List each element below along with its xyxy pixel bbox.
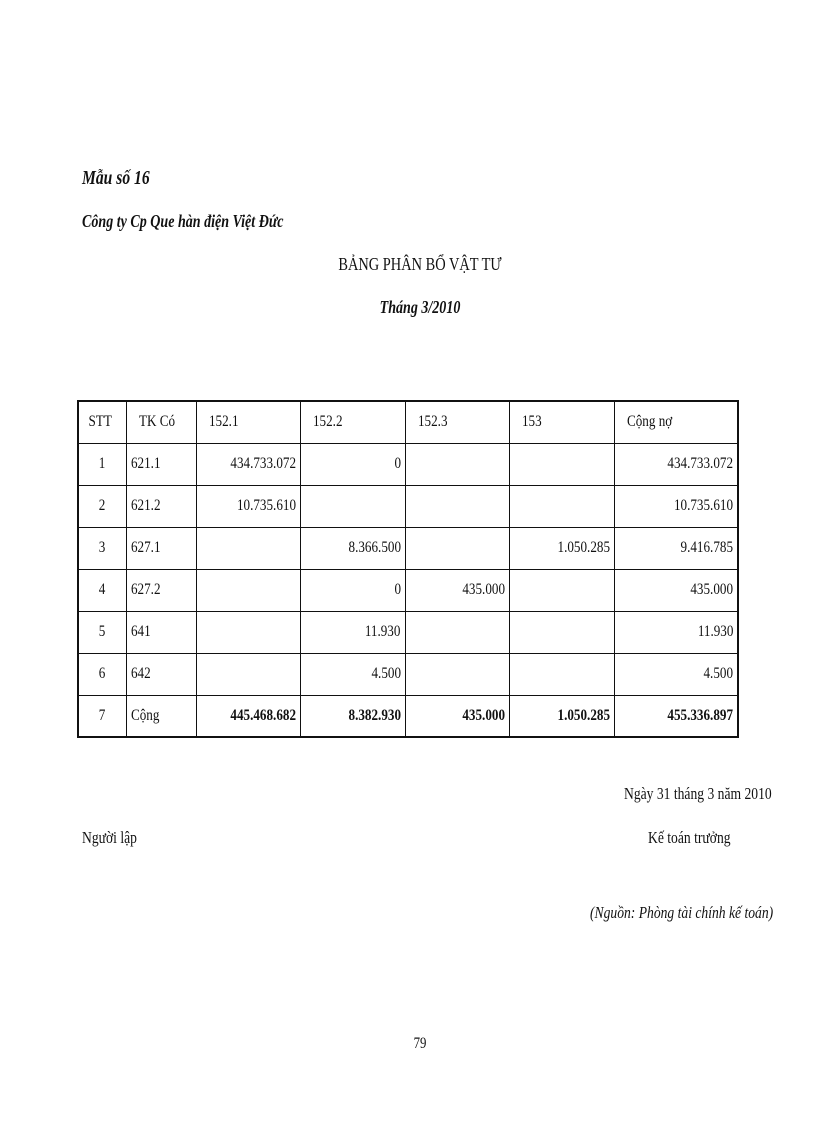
chief-accountant-label: Kế toán trưởng bbox=[648, 828, 731, 847]
column-header-account: TK Có bbox=[126, 401, 196, 443]
cell-total: 435.000 bbox=[614, 569, 738, 611]
column-header-1521: 152.1 bbox=[196, 401, 300, 443]
cell-1521: 445.468.682 bbox=[196, 695, 300, 737]
column-header-1522: 152.2 bbox=[300, 401, 405, 443]
table-row bbox=[78, 527, 738, 569]
cell-1523: 435.000 bbox=[405, 695, 509, 737]
cell-153 bbox=[509, 611, 614, 653]
cell-153 bbox=[509, 485, 614, 527]
cell-1523 bbox=[405, 611, 509, 653]
cell-1522: 0 bbox=[300, 569, 405, 611]
cell-total: 455.336.897 bbox=[614, 695, 738, 737]
column-header-1523: 152.3 bbox=[405, 401, 509, 443]
cell-153 bbox=[509, 443, 614, 485]
cell-1522 bbox=[300, 485, 405, 527]
cell-stt: 3 bbox=[78, 527, 126, 569]
cell-153: 1.050.285 bbox=[509, 695, 614, 737]
cell-1523 bbox=[405, 653, 509, 695]
cell-stt: 2 bbox=[78, 485, 126, 527]
page-number: 79 bbox=[413, 1035, 427, 1052]
cell-total: 11.930 bbox=[614, 611, 738, 653]
column-header-total: Cộng nợ bbox=[614, 401, 738, 443]
cell-1522: 8.366.500 bbox=[300, 527, 405, 569]
cell-1521 bbox=[196, 527, 300, 569]
cell-1521 bbox=[196, 653, 300, 695]
table-row bbox=[78, 569, 738, 611]
cell-total: 10.735.610 bbox=[614, 485, 738, 527]
cell-1522: 0 bbox=[300, 443, 405, 485]
cell-1523: 435.000 bbox=[405, 569, 509, 611]
cell-total: 4.500 bbox=[614, 653, 738, 695]
table-header-row bbox=[78, 401, 738, 443]
cell-1522: 8.382.930 bbox=[300, 695, 405, 737]
cell-account: 641 bbox=[126, 611, 196, 653]
cell-153: 1.050.285 bbox=[509, 527, 614, 569]
cell-account: 627.1 bbox=[126, 527, 196, 569]
material-allocation-table bbox=[77, 400, 739, 738]
cell-1521 bbox=[196, 569, 300, 611]
source-note: (Nguồn: Phòng tài chính kế toán) bbox=[590, 903, 774, 922]
cell-1521: 434.733.072 bbox=[196, 443, 300, 485]
cell-stt: 7 bbox=[78, 695, 126, 737]
cell-account: 642 bbox=[126, 653, 196, 695]
cell-1521: 10.735.610 bbox=[196, 485, 300, 527]
cell-stt: 1 bbox=[78, 443, 126, 485]
cell-account: 621.1 bbox=[126, 443, 196, 485]
cell-1522: 4.500 bbox=[300, 653, 405, 695]
preparer-label: Người lập bbox=[82, 828, 137, 847]
column-header-stt: STT bbox=[78, 401, 126, 443]
cell-1523 bbox=[405, 485, 509, 527]
company-name: Công ty Cp Que hàn điện Việt Đức bbox=[82, 211, 284, 231]
cell-stt: 5 bbox=[78, 611, 126, 653]
table-total-row bbox=[78, 695, 738, 737]
document-title: BẢNG PHÂN BỔ VẬT TƯ bbox=[338, 254, 502, 274]
cell-1523 bbox=[405, 443, 509, 485]
cell-1522: 11.930 bbox=[300, 611, 405, 653]
signing-date: Ngày 31 tháng 3 năm 2010 bbox=[624, 784, 772, 803]
document-period: Tháng 3/2010 bbox=[379, 297, 461, 317]
cell-153 bbox=[509, 653, 614, 695]
cell-1523 bbox=[405, 527, 509, 569]
form-code: Mẫu số 16 bbox=[82, 167, 150, 189]
table-row bbox=[78, 611, 738, 653]
cell-1521 bbox=[196, 611, 300, 653]
cell-total: 434.733.072 bbox=[614, 443, 738, 485]
table-row bbox=[78, 485, 738, 527]
column-header-153: 153 bbox=[509, 401, 614, 443]
cell-stt: 4 bbox=[78, 569, 126, 611]
table-row bbox=[78, 653, 738, 695]
cell-account: Cộng bbox=[126, 695, 196, 737]
cell-account: 621.2 bbox=[126, 485, 196, 527]
cell-account: 627.2 bbox=[126, 569, 196, 611]
cell-total: 9.416.785 bbox=[614, 527, 738, 569]
table-row bbox=[78, 443, 738, 485]
cell-153 bbox=[509, 569, 614, 611]
cell-stt: 6 bbox=[78, 653, 126, 695]
